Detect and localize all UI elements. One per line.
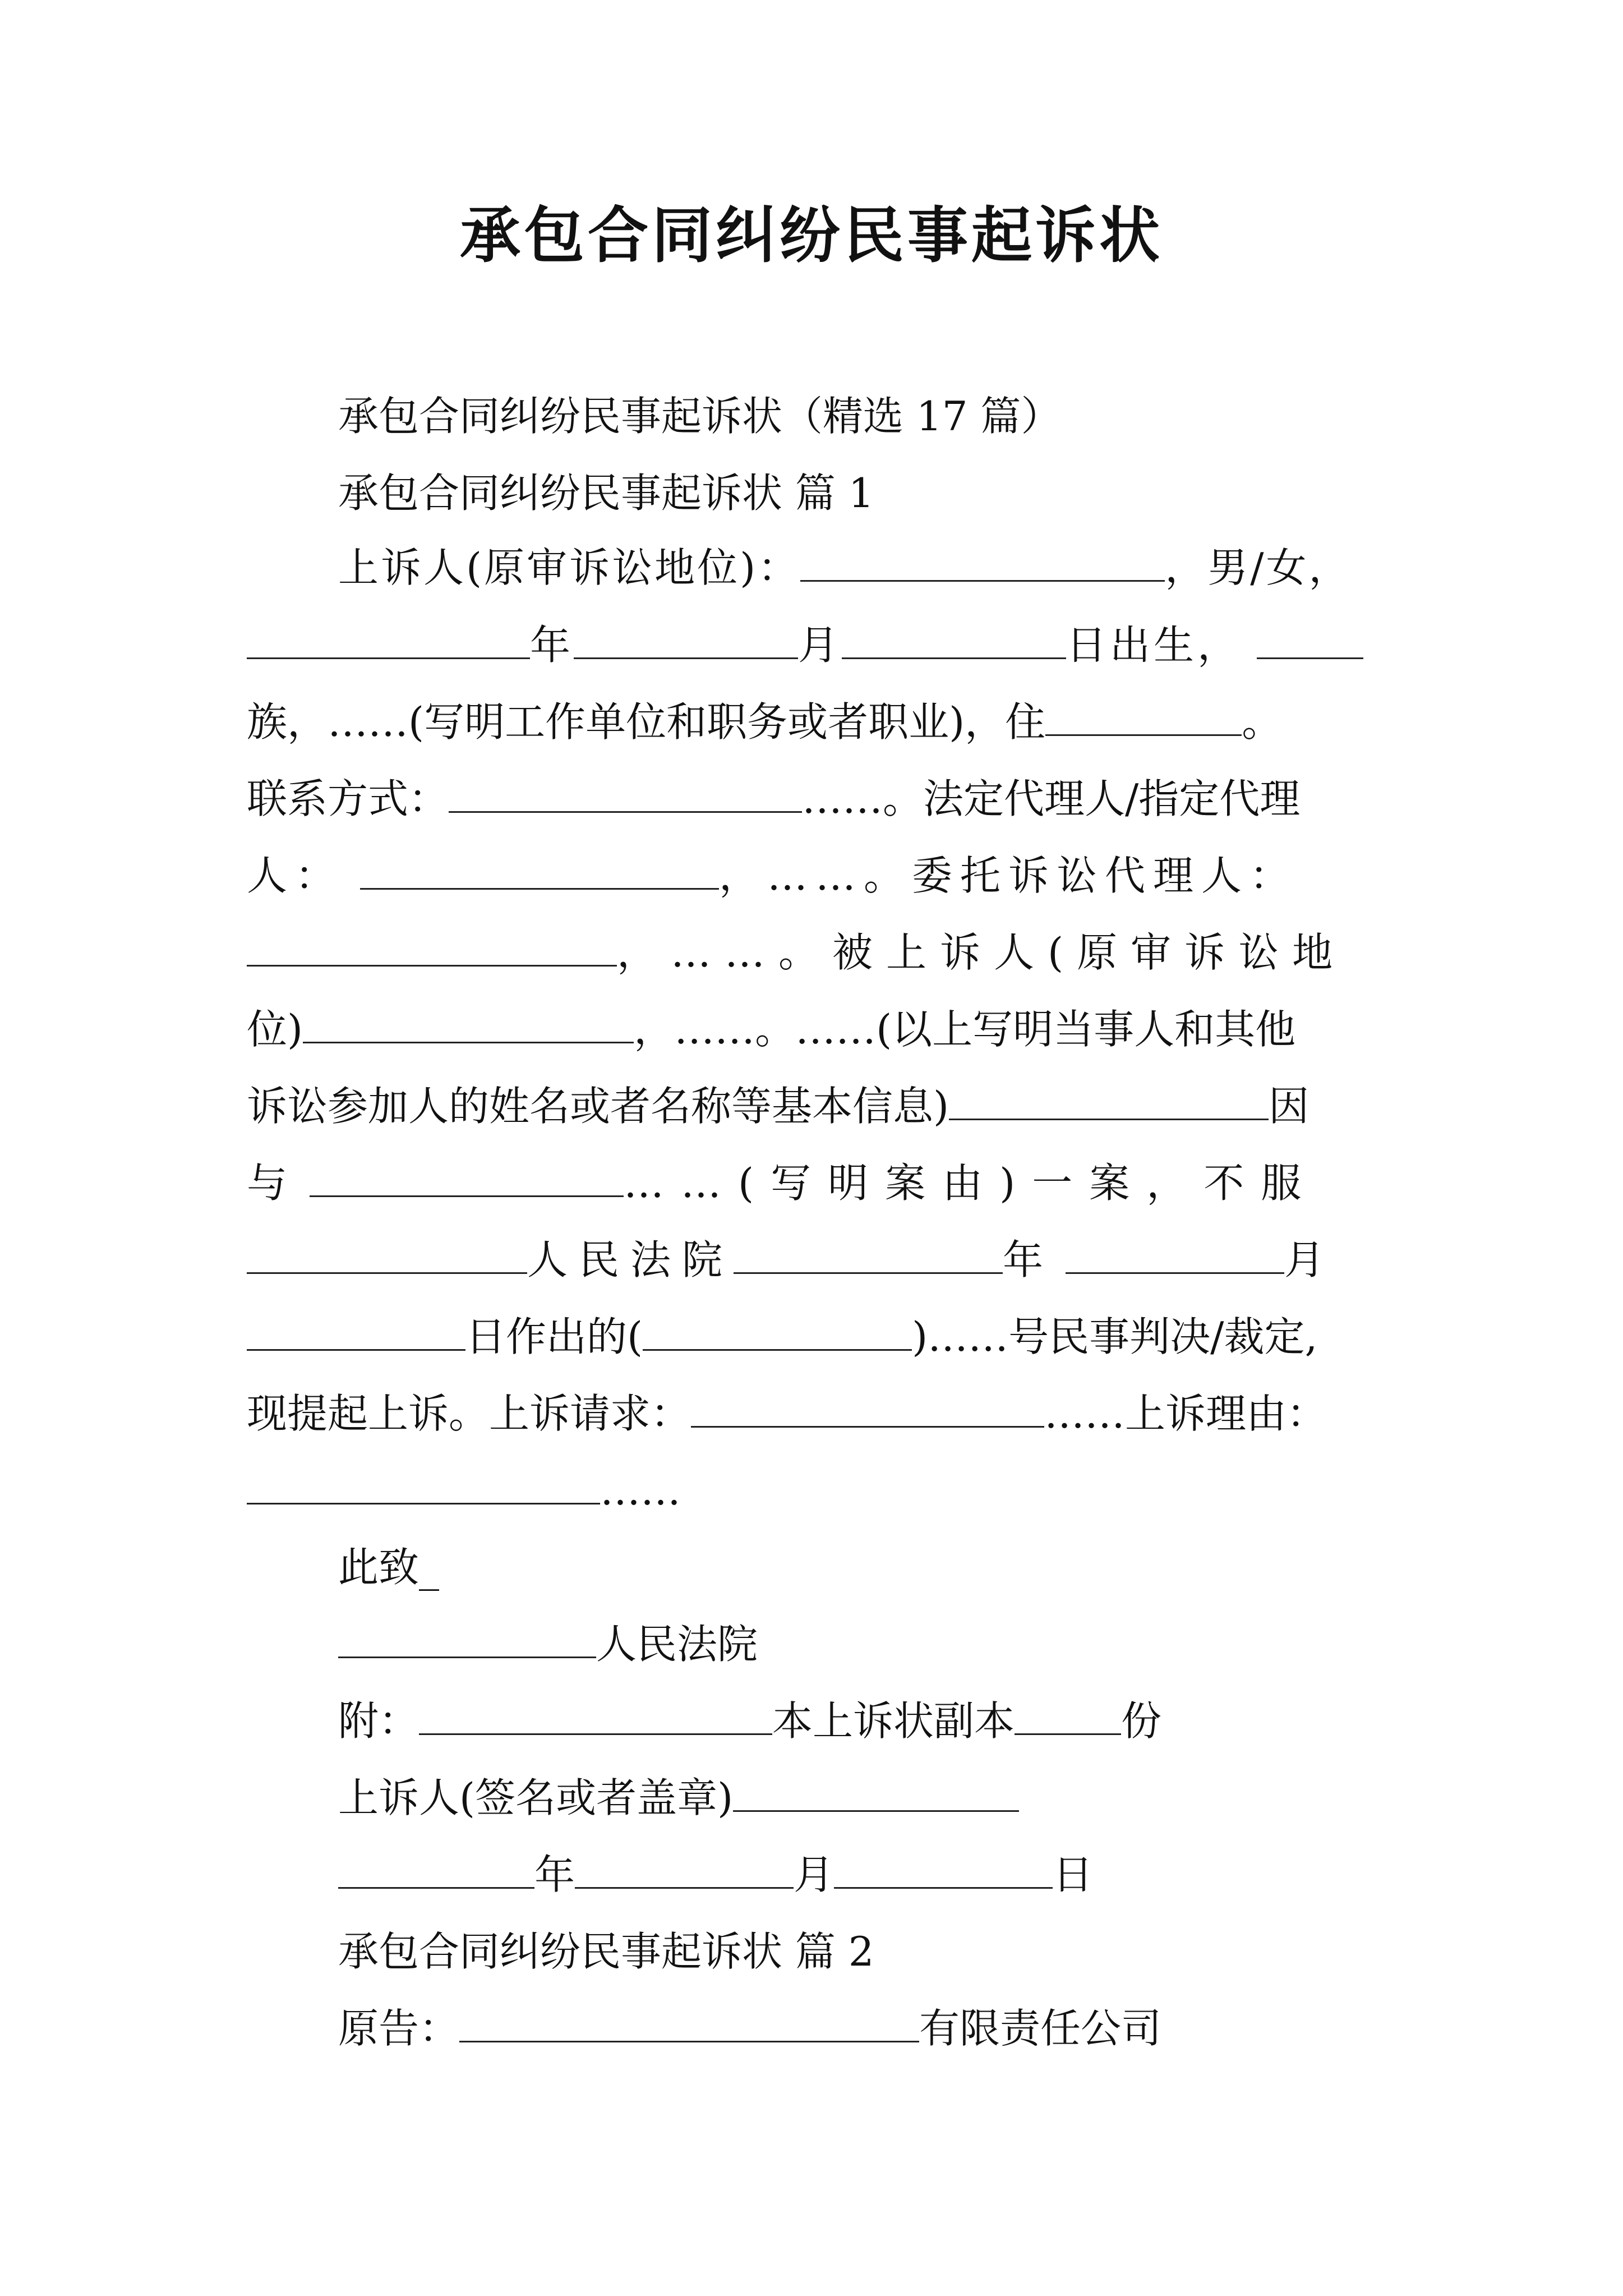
company-suffix: 有限责任公司 — [919, 2005, 1162, 2052]
month-label: 月 — [798, 622, 842, 669]
ellipsis: …… — [600, 1467, 681, 1514]
blank-field — [574, 623, 798, 659]
blank-field — [949, 1084, 1269, 1120]
participants-note: 诉讼参加人的姓名或者名称等基本信息) — [247, 1083, 949, 1130]
month-label: 月 — [1284, 1236, 1336, 1283]
blank-field — [1066, 1237, 1284, 1274]
blank-field — [459, 2006, 919, 2042]
body-line-10 — [247, 1232, 1336, 1288]
with-label: 与 — [247, 1159, 305, 1207]
year-label: 年 — [1003, 1236, 1055, 1283]
court-label: 人民法院 — [596, 1621, 758, 1668]
ruling-number-label: )……号民事判决/裁定, — [912, 1313, 1318, 1360]
body-line-3 — [247, 694, 1282, 750]
blank-field — [842, 623, 1066, 659]
court-addressee — [338, 1616, 758, 1672]
subtitle: 承包合同纠纷民事起诉状（精选 17 篇） — [338, 393, 1062, 440]
section-heading-2: 承包合同纠纷民事起诉状 篇 2 — [338, 1928, 874, 1975]
body-line-11 — [247, 1309, 1317, 1365]
blank-field — [247, 1237, 527, 1274]
date-line — [338, 1847, 1093, 1903]
appellee-label: ，……。被上诉人(原审诉讼地 — [617, 929, 1347, 976]
blank-field — [338, 1852, 534, 1889]
blank-field — [247, 1314, 465, 1351]
blank-field — [834, 1852, 1053, 1889]
copy-label: 本上诉状副本 — [772, 1697, 1015, 1745]
blank-field — [733, 1775, 1019, 1812]
blank-field — [691, 1391, 1044, 1428]
body-line-7 — [247, 1001, 1295, 1057]
salutation: 此致_ — [338, 1544, 440, 1591]
signature-label: 上诉人(签名或者盖章) — [338, 1774, 734, 1821]
period: 。 — [1242, 698, 1283, 746]
blank-field — [449, 776, 802, 813]
blank-field — [734, 1237, 1003, 1274]
ethnicity-workplace-text: 族，……(写明工作单位和职务或者职业)，住 — [247, 698, 1046, 746]
blank-field — [310, 1161, 624, 1197]
section-heading-1: 承包合同纠纷民事起诉状 篇 1 — [338, 470, 874, 517]
signature-line — [338, 1770, 1019, 1826]
legal-representative-label: ……。法定代理人/指定代理 — [802, 775, 1301, 822]
blank-field — [247, 1468, 600, 1504]
body-line-8 — [247, 1078, 1309, 1134]
blank-field — [1015, 1699, 1121, 1735]
blank-field — [575, 1852, 794, 1889]
body-line-5 — [247, 848, 1298, 904]
year-label: 年 — [534, 1851, 575, 1898]
birth-label: 日出生， — [1066, 622, 1242, 669]
gender-label: ，男/女， — [1165, 544, 1352, 591]
blank-field — [360, 853, 719, 890]
case-cause-text: ……(写明案由)一案，不服 — [624, 1159, 1318, 1207]
attachment-line — [338, 1693, 1161, 1749]
body-line-13 — [247, 1462, 681, 1519]
blank-field — [1257, 623, 1363, 659]
body-line-6 — [247, 924, 1346, 981]
blank-field — [1045, 700, 1242, 736]
month-label: 月 — [794, 1851, 834, 1898]
body-line-4 — [247, 771, 1300, 827]
appeal-request-label: 现提起上诉。上诉请求： — [247, 1390, 691, 1437]
attachment-label: 附： — [338, 1697, 419, 1745]
appellant-label: 上诉人(原审诉讼地位)： — [338, 544, 801, 591]
position-suffix: 位) — [247, 1006, 303, 1053]
blank-field — [800, 545, 1165, 582]
blank-field — [643, 1314, 912, 1351]
agent-label: ，……。委托诉讼代理人： — [719, 852, 1298, 899]
blank-field — [303, 1007, 634, 1043]
document-title: 承包合同纠纷民事起诉状 — [459, 200, 1163, 271]
blank-field — [247, 623, 530, 659]
day-label: 日 — [1053, 1851, 1094, 1898]
body-line-1 — [338, 540, 1351, 596]
ruling-date-label: 日作出的( — [465, 1313, 643, 1360]
blank-field — [247, 930, 617, 967]
plaintiff-line — [338, 2000, 1161, 2056]
plaintiff-label: 原告： — [338, 2005, 460, 2052]
court-label: 人民法院 — [527, 1236, 734, 1283]
parties-note: ，……。……(以上写明当事人和其他 — [634, 1006, 1296, 1053]
blank-field — [338, 1622, 596, 1658]
contact-label: 联系方式： — [247, 775, 449, 822]
because-label: 因 — [1269, 1083, 1310, 1130]
body-line-12 — [247, 1386, 1327, 1442]
appeal-reason-label: ……上诉理由： — [1044, 1390, 1327, 1437]
body-line-9 — [247, 1155, 1318, 1211]
representative-label: 人： — [247, 852, 344, 899]
copies-unit: 份 — [1121, 1697, 1162, 1745]
blank-field — [419, 1699, 772, 1735]
body-line-2 — [247, 617, 1363, 673]
year-label: 年 — [530, 622, 574, 669]
